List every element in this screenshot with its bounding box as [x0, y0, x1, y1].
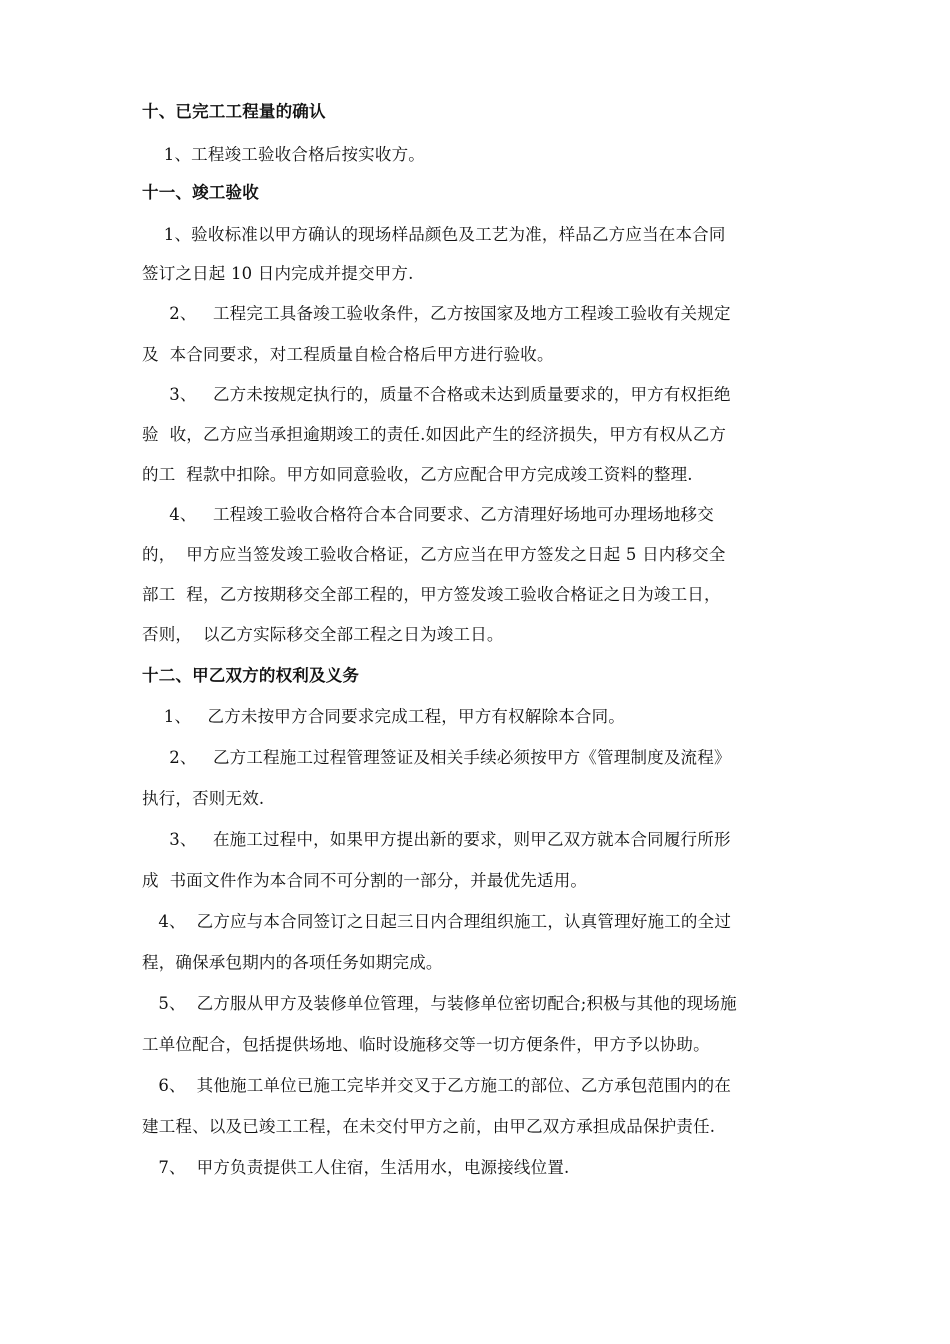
section-11-line: 否则， 以乙方实际移交全部工程之日为竣工日。 — [142, 625, 504, 644]
section-11-line: 验 收，乙方应当承担逾期竣工的责任.如因此产生的经济损失，甲方有权从乙方 — [142, 425, 727, 444]
section-12-line: 4、 乙方应与本合同签订之日起三日内合理组织施工，认真管理好施工的全过 — [142, 912, 732, 931]
section-11-line: 1、验收标准以甲方确认的现场样品颜色及工艺为准，样品乙方应当在本合同 — [142, 225, 726, 244]
section-12-line: 5、 乙方服从甲方及装修单位管理，与装修单位密切配合;积极与其他的现场施 — [142, 994, 737, 1013]
section-11-line: 签订之日起 10 日内完成并提交甲方. — [142, 264, 414, 283]
section-12-line: 7、 甲方负责提供工人住宿，生活用水，电源接线位置. — [142, 1158, 570, 1177]
section-12-line: 工单位配合，包括提供场地、临时设施移交等一切方便条件，甲方予以协助。 — [142, 1035, 710, 1054]
section-12-line: 建工程、以及已竣工工程，在未交付甲方之前，由甲乙双方承担成品保护责任. — [142, 1117, 716, 1136]
section-12-line: 1、 乙方未按甲方合同要求完成工程，甲方有权解除本合同。 — [142, 707, 626, 726]
section-12-line: 成 书面文件作为本合同不可分割的一部分，并最优先适用。 — [142, 871, 588, 890]
section-11-line: 4、 工程竣工验收合格符合本合同要求、乙方清理好场地可办理场地移交 — [142, 505, 714, 524]
section-10-item-1: 1、工程竣工验收合格后按实收方。 — [142, 145, 425, 164]
section-11-line: 的工 程款中扣除。甲方如同意验收，乙方应配合甲方完成竣工资料的整理. — [142, 465, 693, 484]
section-11-line: 及 本合同要求，对工程质量自检合格后甲方进行验收。 — [142, 345, 554, 364]
section-11-line: 部工 程，乙方按期移交全部工程的，甲方签发竣工验收合格证之日为竣工日， — [142, 585, 721, 604]
section-11-line: 3、 乙方未按规定执行的，质量不合格或未达到质量要求的，甲方有权拒绝 — [142, 385, 731, 404]
section-11-line: 的， 甲方应当签发竣工验收合格证，乙方应当在甲方签发之日起 5 日内移交全 — [142, 545, 726, 564]
section-12-heading: 十二、甲乙双方的权利及义务 — [142, 666, 360, 685]
section-12-line: 2、 乙方工程施工过程管理签证及相关手续必须按甲方《管理制度及流程》 — [142, 748, 731, 767]
section-11-line: 2、 工程完工具备竣工验收条件，乙方按国家及地方工程竣工验收有关规定 — [142, 304, 731, 323]
section-10-heading: 十、已完工工程量的确认 — [142, 102, 326, 121]
section-12-line: 3、 在施工过程中，如果甲方提出新的要求，则甲乙双方就本合同履行所形 — [142, 830, 731, 849]
section-12-line: 执行，否则无效. — [142, 789, 265, 808]
section-12-line: 6、 其他施工单位已施工完毕并交叉于乙方施工的部位、乙方承包范围内的在 — [142, 1076, 732, 1095]
section-11-heading: 十一、竣工验收 — [142, 183, 259, 202]
section-12-line: 程，确保承包期内的各项任务如期完成。 — [142, 953, 443, 972]
